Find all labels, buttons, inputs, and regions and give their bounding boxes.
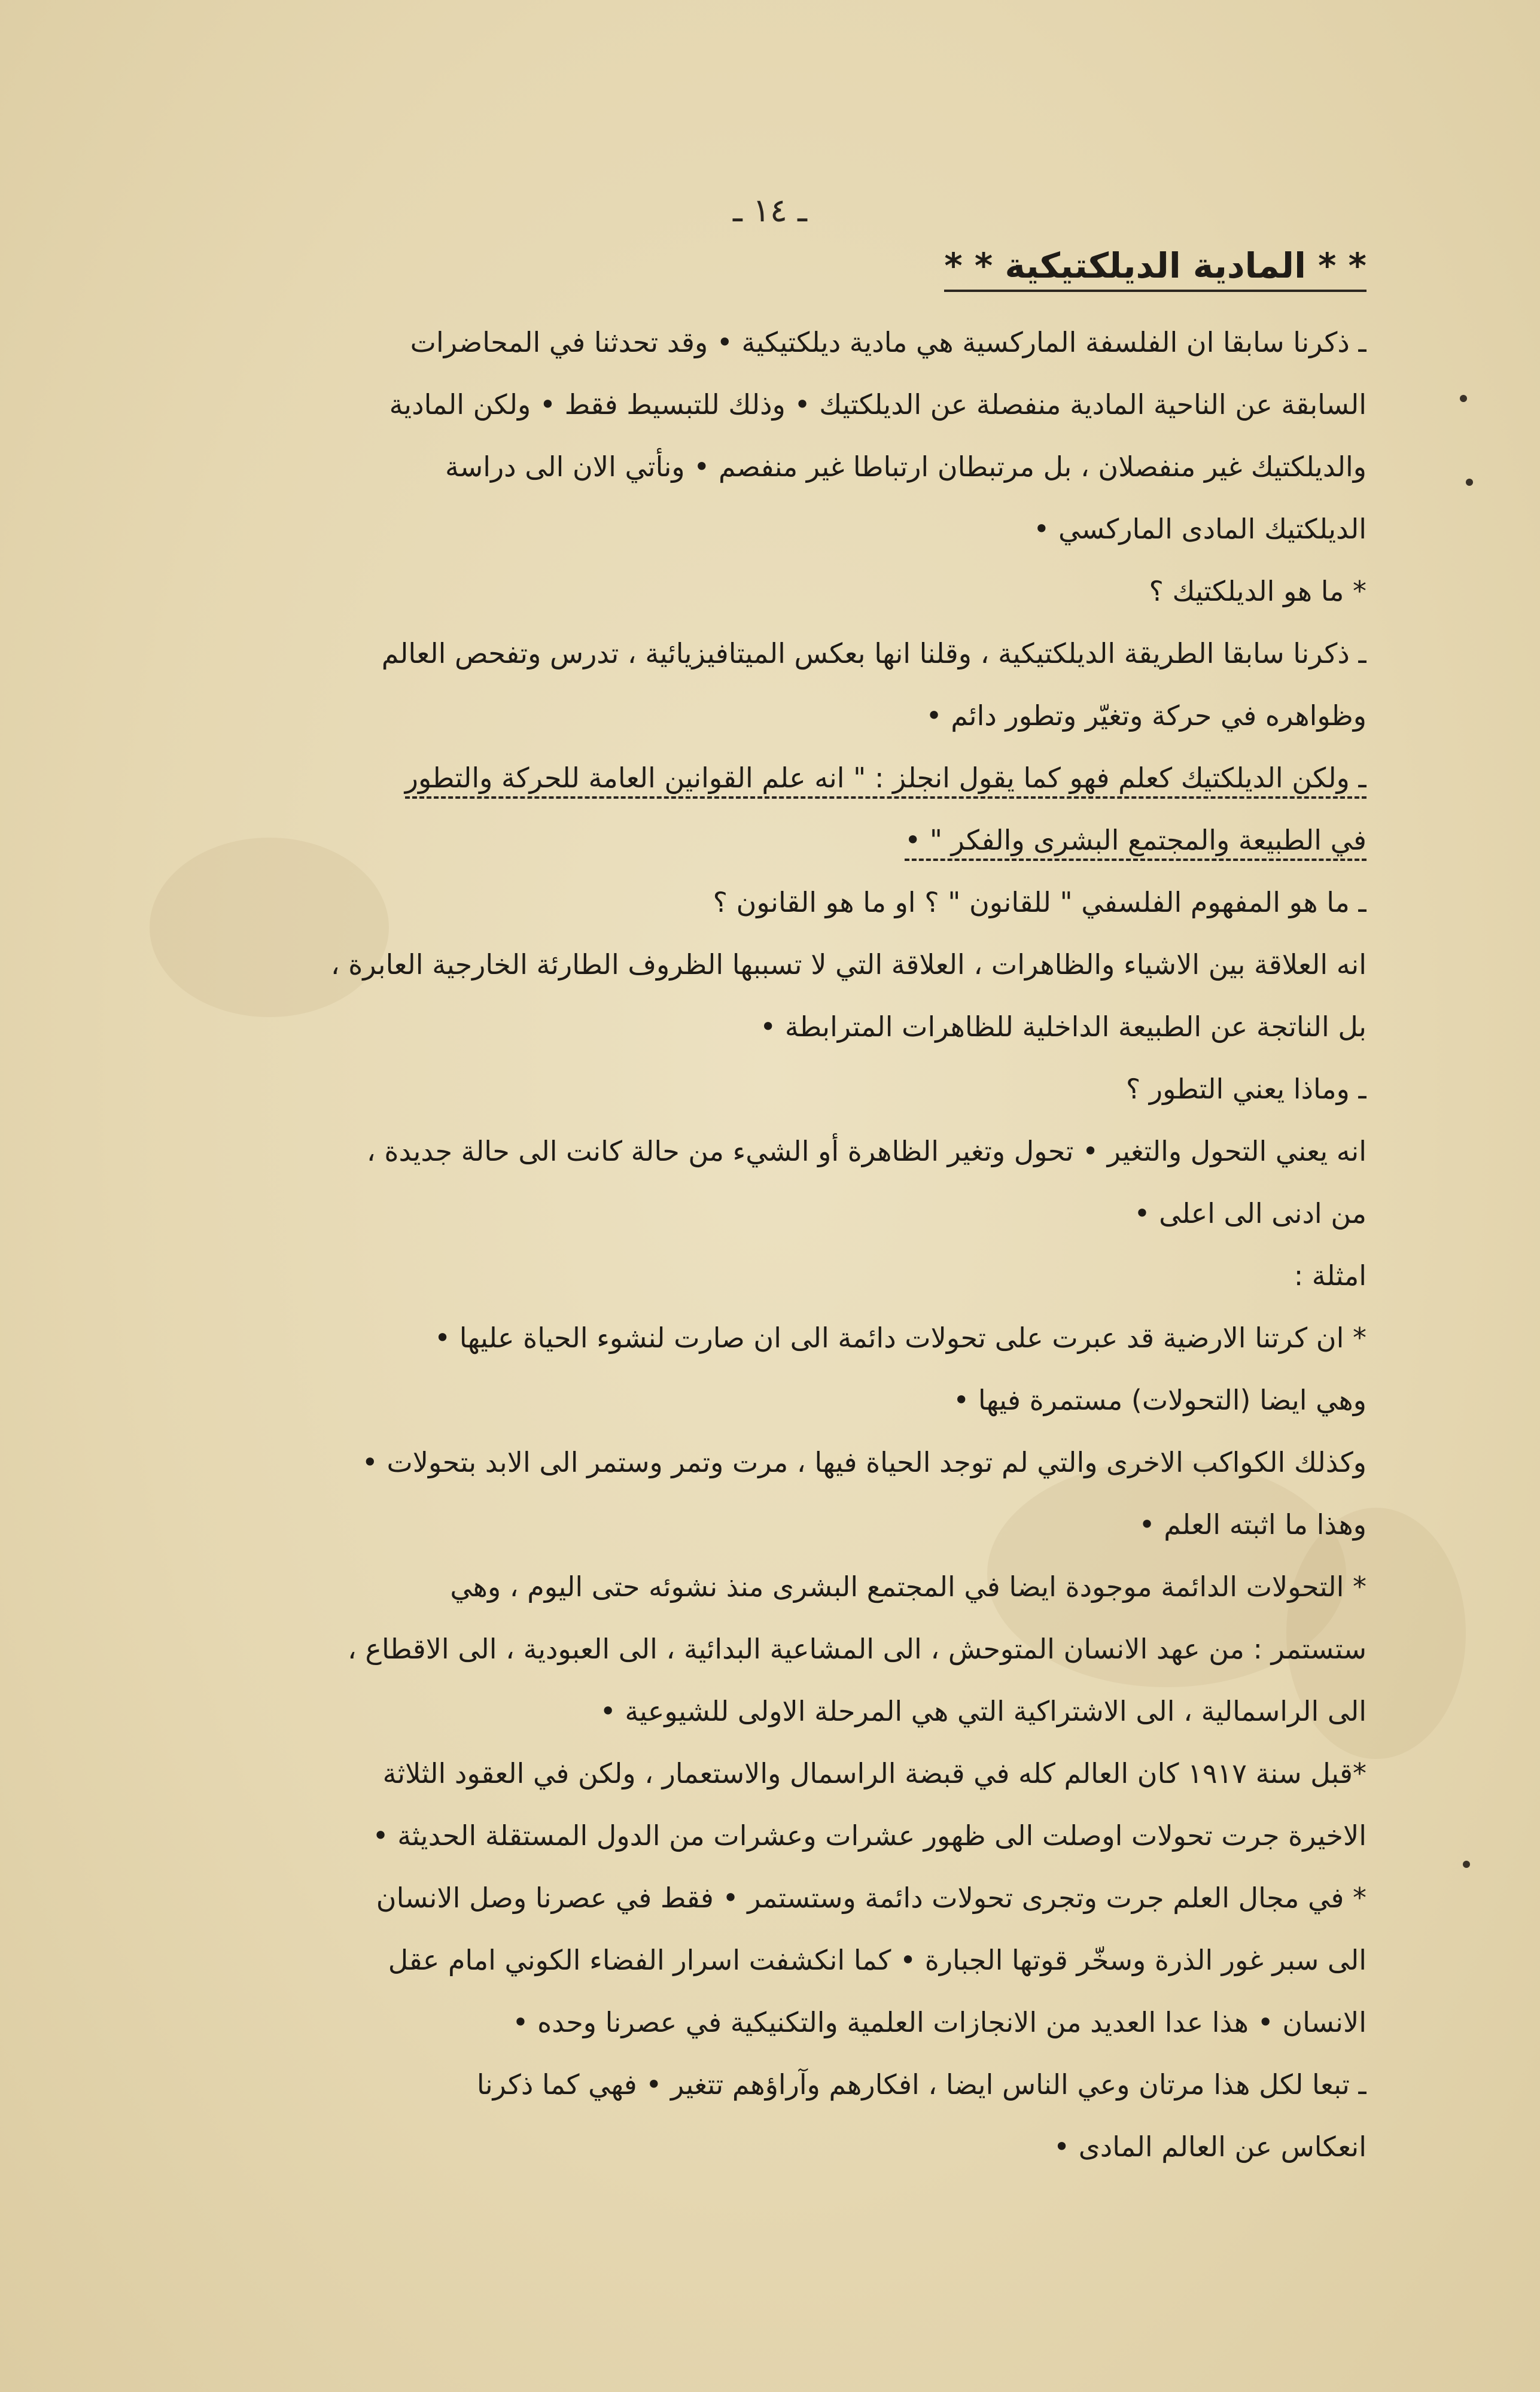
text-line: الانسان • هذا عدا العديد من الانجازات العلمية والتكنيكية في عصرنا وحده • — [512, 2006, 1366, 2038]
text-line: والديلكتيك غير منفصلان ، بل مرتبطان ارتباطا غير منفصم • ونأتي الان الى دراسة — [445, 451, 1366, 483]
text-line: الى الراسمالية ، الى الاشتراكية التي هي المرحلة الاولى للشيوعية • — [599, 1695, 1366, 1727]
text-line: انه العلاقة بين الاشياء والظاهرات ، العلاقة التي لا تسببها الظروف الطارئة الخارجية العابرة ، — [330, 948, 1366, 981]
section-title: * * المادية الديلكتيكية * * — [944, 245, 1366, 292]
text-line: الديلكتيك المادى الماركسي • — [1033, 513, 1366, 545]
text-line: امثلة : — [1294, 1259, 1366, 1292]
text-line: وهذا ما اثبته العلم • — [1139, 1508, 1366, 1541]
text-line: * ما هو الديلكتيك ؟ — [1149, 575, 1366, 607]
text-line: * في مجال العلم جرت وتجرى تحولات دائمة وستستمر • فقط في عصرنا وصل الانسان — [376, 1882, 1366, 1914]
text-line: السابقة عن الناحية المادية منفصلة عن الديلكتيك • وذلك للتبسيط فقط • ولكن المادية — [389, 388, 1366, 421]
text-line-underlined: ـ ولكن الديلكتيك كعلم فهو كما يقول انجلز : " انه علم القوانين العامة للحركة والتطور — [170, 747, 1366, 809]
text-line: وظواهره في حركة وتغيّر وتطور دائم • — [926, 699, 1366, 732]
text-line: انعكاس عن العالم المادى • — [1054, 2131, 1366, 2163]
text-line: وهي ايضا (التحولات) مستمرة فيها • — [953, 1384, 1366, 1416]
text-line: الى سبر غور الذرة وسخّر قوتها الجبارة • كما انكشفت اسرار الفضاء الكوني امام عقل — [388, 1944, 1366, 1976]
text-line: وكذلك الكواكب الاخرى والتي لم توجد الحياة فيها ، مرت وتمر وستمر الى الابد بتحولات • — [361, 1446, 1366, 1478]
text-line: ـ ذكرنا سابقا الطريقة الديلكتيكية ، وقلنا انها بعكس الميتافيزيائية ، تدرس وتفحص العالم — [381, 637, 1366, 669]
text-line: * التحولات الدائمة موجودة ايضا في المجتمع البشرى منذ نشوئه حتى اليوم ، وهي — [450, 1571, 1366, 1603]
text-line: ـ وماذا يعني التطور ؟ — [1125, 1073, 1366, 1105]
binding-hole — [1460, 395, 1467, 402]
binding-hole — [1466, 479, 1473, 486]
text-line: ـ تبعا لكل هذا مرتان وعي الناس ايضا ، افكارهم وآراؤهم تتغير • فهي كما ذكرنا — [476, 2068, 1366, 2101]
text-line: انه يعني التحول والتغير • تحول وتغير الظاهرة أو الشيء من حالة كانت الى حالة جديدة ، — [366, 1135, 1366, 1167]
text-line: *قبل سنة ١٩١٧ كان العالم كله في قبضة الراسمال والاستعمار ، ولكن في العقود الثلاثة — [382, 1757, 1366, 1790]
text-line: ـ ما هو المفهوم الفلسفي " للقانون " ؟ او ما هو القانون ؟ — [713, 886, 1366, 918]
binding-hole — [1463, 1861, 1470, 1868]
text-line: ستستمر : من عهد الانسان المتوحش ، الى المشاعية البدائية ، الى العبودية ، الى الاقطاع ، — [348, 1633, 1366, 1665]
text-line: بل الناتجة عن الطبيعة الداخلية للظاهرات المترابطة • — [760, 1011, 1366, 1043]
page-number: ـ ١٤ ـ — [732, 191, 807, 229]
text-line: الاخيرة جرت تحولات اوصلت الى ظهور عشرات وعشرات من الدول المستقلة الحديثة • — [372, 1819, 1366, 1852]
text-line: ـ ذكرنا سابقا ان الفلسفة الماركسية هي مادية ديلكتيكية • وقد تحدثنا في المحاضرات — [410, 326, 1366, 358]
body-text — [170, 311, 1366, 2178]
text-line-underlined: في الطبيعة والمجتمع البشرى والفكر " • — [170, 809, 1366, 871]
text-line: من ادنى الى اعلى • — [1134, 1197, 1366, 1230]
text-line: * ان كرتنا الارضية قد عبرت على تحولات دائمة الى ان صارت لنشوء الحياة عليها • — [434, 1322, 1366, 1354]
